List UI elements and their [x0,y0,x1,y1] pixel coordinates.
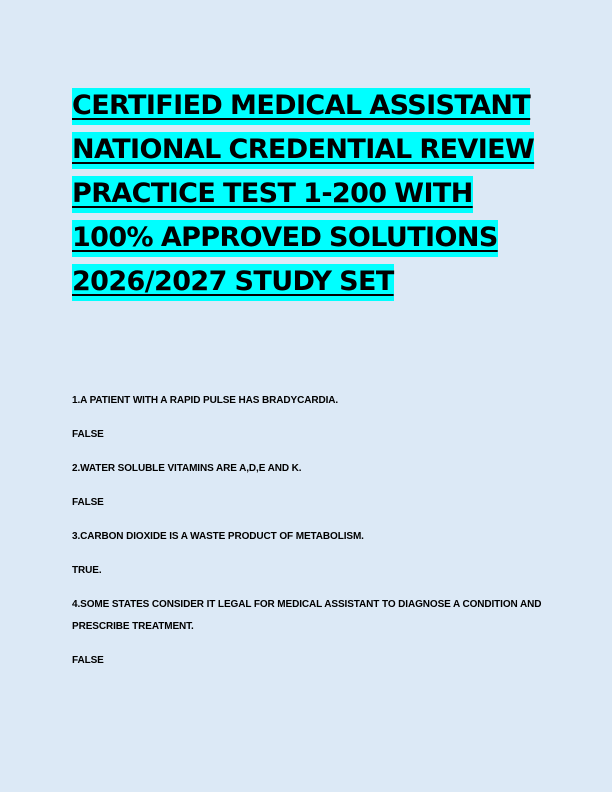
question-item-4 [72,594,542,672]
question-text: 4.SOME STATES CONSIDER IT LEGAL FOR MEDICAL ASSISTANT TO DIAGNOSE A CONDITION AND PRESCRIBE TREATMENT. [72,599,542,632]
answer-text: FALSE [72,429,104,440]
document-title [72,84,542,304]
question-list [72,390,542,684]
answer-text: TRUE. [72,565,102,576]
document-title-text: CERTIFIED MEDICAL ASSISTANT NATIONAL CREDENTIAL REVIEW PRACTICE TEST 1-200 WITH 100% APPROVED SOLUTIONS 2026/2027 STUDY SET [72,88,534,301]
answer-text: FALSE [72,497,104,508]
question-text: 3.CARBON DIOXIDE IS A WASTE PRODUCT OF METABOLISM. [72,531,364,542]
question-text: 2.WATER SOLUBLE VITAMINS ARE A,D,E AND K. [72,463,302,474]
question-item-1 [72,390,542,446]
question-text: 1.A PATIENT WITH A RAPID PULSE HAS BRADYCARDIA. [72,395,339,406]
answer-text: FALSE [72,655,104,666]
question-item-2 [72,458,542,514]
question-item-3 [72,526,542,582]
